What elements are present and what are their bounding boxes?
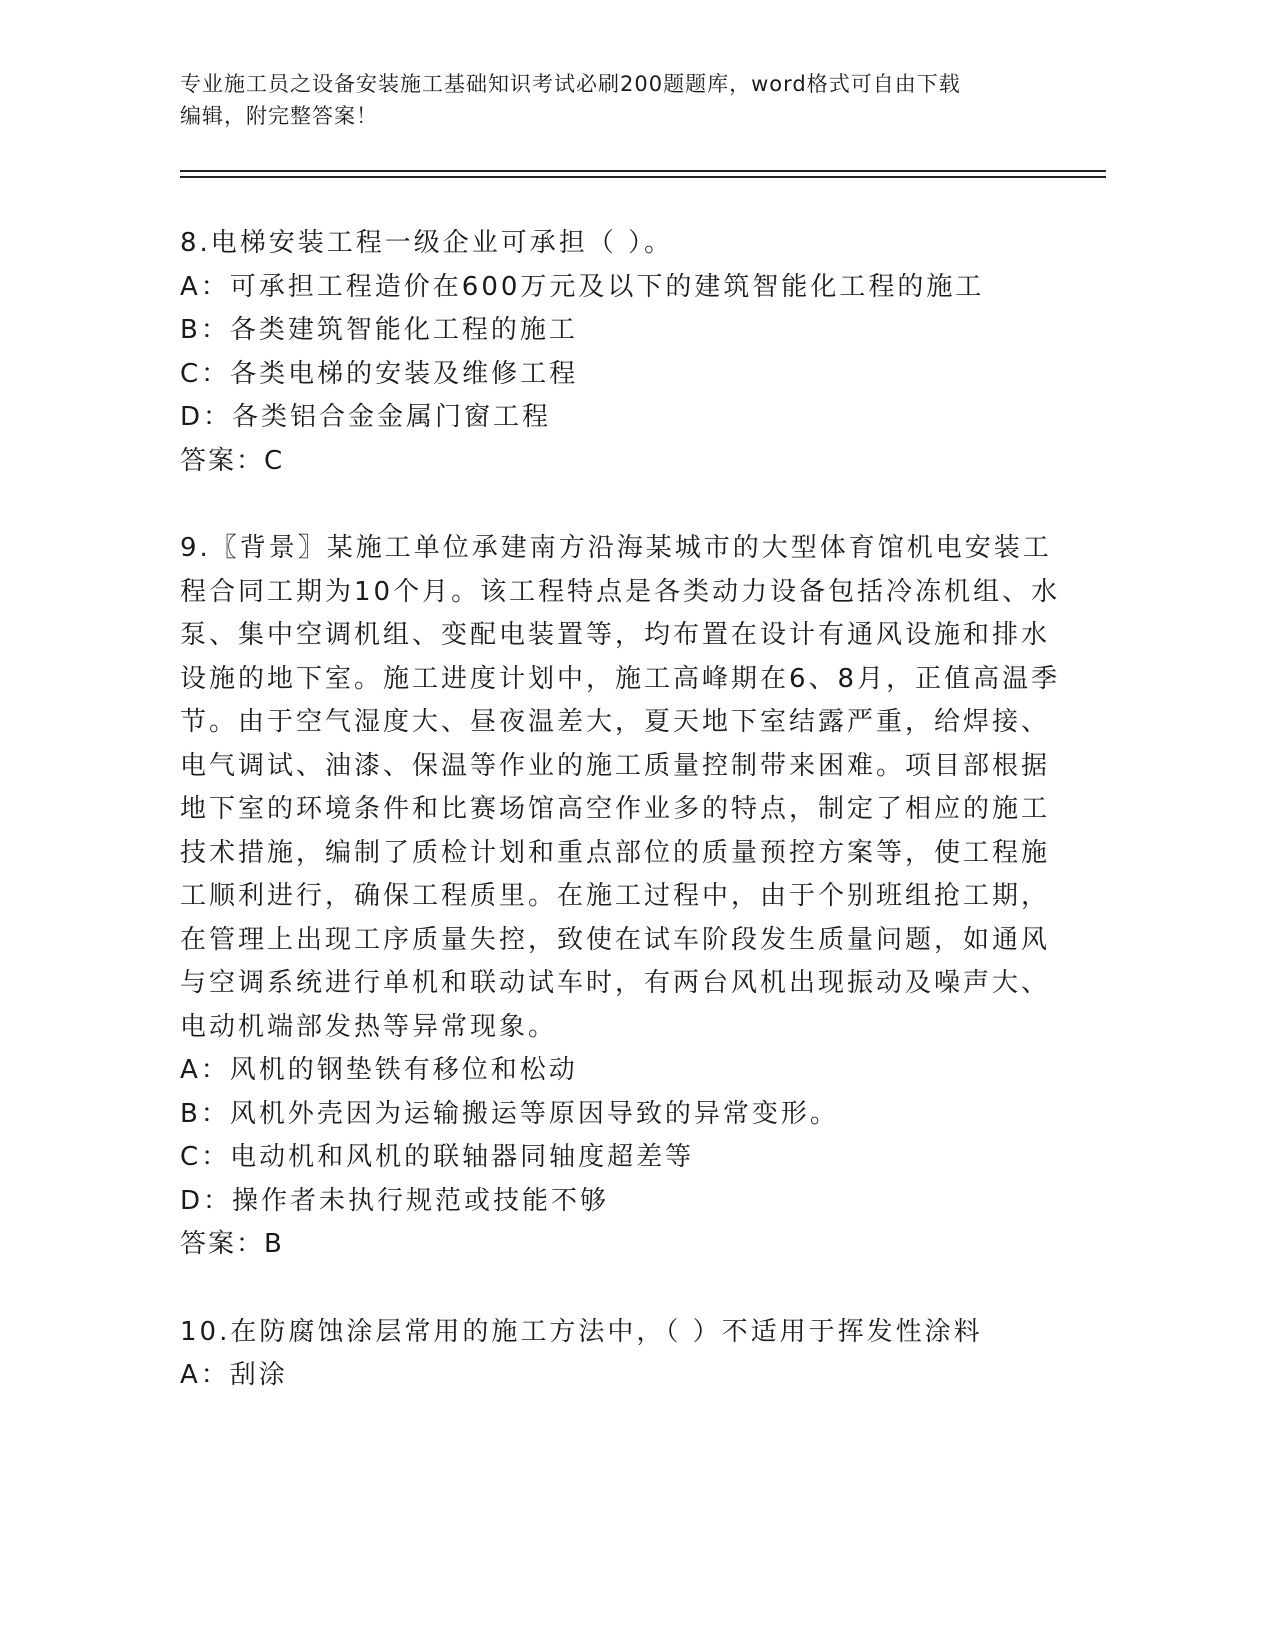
question-stem: 8.电梯安装工程一级企业可承担（ ）。 bbox=[180, 228, 674, 258]
question-stem-line: 程合同工期为10个月。该工程特点是各类动力设备包括冷冻机组、水 bbox=[180, 576, 1061, 607]
option-a: A：风机的钢垫铁有移位和松动 bbox=[180, 1055, 578, 1085]
question-stem-line: 地下室的环境条件和比赛场馆高空作业多的特点，制定了相应的施工 bbox=[180, 794, 1051, 824]
question-stem-line: 在管理上出现工序质量失控，致使在试车阶段发生质量问题，如通风 bbox=[180, 924, 1051, 955]
question-stem-line: 电动机端部发热等异常现象。 bbox=[180, 1011, 558, 1042]
option-c: C：各类电梯的安装及维修工程 bbox=[180, 358, 579, 389]
option-b: B：风机外壳因为运输搬运等原因导致的异常变形。 bbox=[180, 1098, 839, 1129]
question-list bbox=[180, 222, 1061, 1398]
option-c: C：电动机和风机的联轴器同轴度超差等 bbox=[180, 1142, 695, 1172]
question-stem-line: 工顺利进行，确保工程质里。在施工过程中，由于个别班组抢工期， bbox=[180, 881, 1051, 911]
header-divider-top bbox=[180, 170, 1106, 172]
question-10 bbox=[180, 1311, 1040, 1398]
option-a: A：刮涂 bbox=[180, 1360, 288, 1390]
question-stem-line: 泵、集中空调机组、变配电装置等，均布置在设计有通风设施和排水 bbox=[180, 620, 1051, 650]
option-b: B：各类建筑智能化工程的施工 bbox=[180, 315, 578, 345]
header-title-line-1: 专业施工员之设备安装施工基础知识考试必刷200题题库，word格式可自由下载 bbox=[180, 72, 961, 96]
question-stem: 10.在防腐蚀涂层常用的施工方法中，（ ）不适用于挥发性涂料 bbox=[180, 1316, 983, 1347]
option-d: D：各类铝合金金属门窗工程 bbox=[180, 402, 552, 432]
question-spacer bbox=[180, 483, 1040, 527]
header-divider-bottom bbox=[180, 176, 1106, 178]
question-spacer bbox=[180, 1267, 1040, 1311]
answer-label: 答案：B bbox=[180, 1229, 284, 1259]
question-stem-line: 设施的地下室。施工进度计划中，施工高峰期在6、8月，正值高温季 bbox=[180, 663, 1061, 694]
option-d: D：操作者未执行规范或技能不够 bbox=[180, 1185, 610, 1216]
option-a: A：可承担工程造价在600万元及以下的建筑智能化工程的施工 bbox=[180, 271, 985, 302]
question-8 bbox=[180, 222, 1040, 483]
question-stem-line: 与空调系统进行单机和联动试车时，有两台风机出现振动及噪声大、 bbox=[180, 968, 1051, 998]
document-header bbox=[180, 68, 1060, 132]
header-title-line-2: 编辑，附完整答案！ bbox=[180, 104, 378, 128]
question-stem-line: 9.〖背景〗某施工单位承建南方沿海某城市的大型体育馆机电安装工 bbox=[180, 533, 1052, 563]
answer-label: 答案：C bbox=[180, 445, 285, 476]
question-stem-line: 技术措施，编制了质检计划和重点部位的质量预控方案等，使工程施 bbox=[180, 837, 1051, 868]
question-9 bbox=[180, 527, 1061, 1267]
question-stem-line: 电气调试、油漆、保温等作业的施工质量控制带来困难。项目部根据 bbox=[180, 750, 1051, 781]
question-stem-line: 节。由于空气湿度大、昼夜温差大，夏天地下室结露严重，给焊接、 bbox=[180, 707, 1051, 737]
